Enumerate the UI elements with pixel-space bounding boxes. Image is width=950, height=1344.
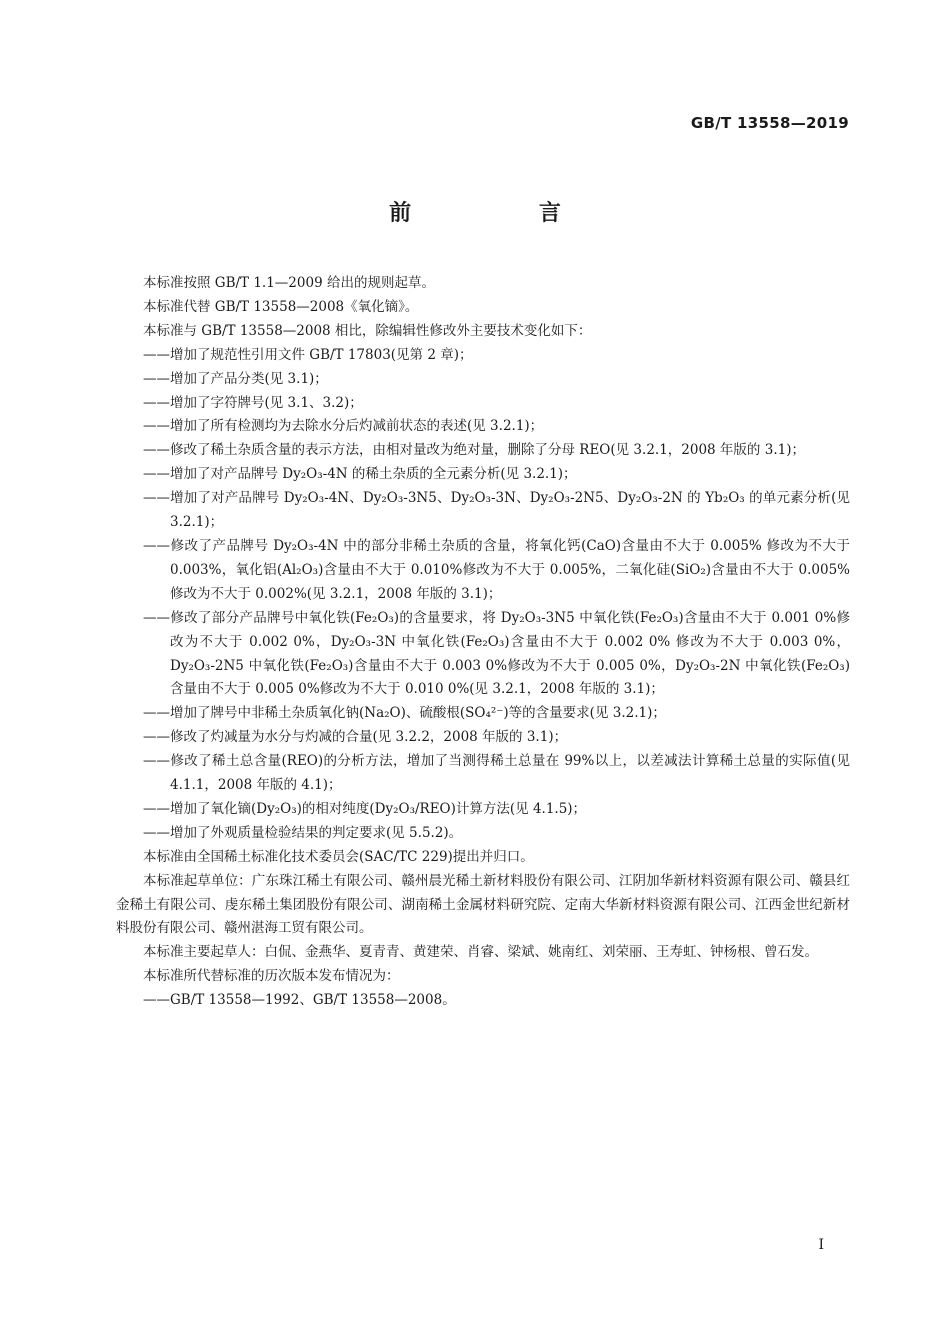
page-number: I	[818, 1237, 824, 1253]
change-item: ——增加了规范性引用文件 GB/T 17803(见第 2 章)；	[143, 346, 473, 363]
drafting-units-paragraph: 本标准起草单位：广东珠江稀土有限公司、赣州晨光稀土新材料股份有限公司、江阴加华新材料资源有限公司、赣县红金稀土有限公司、虔东稀土集团股份有限公司、湖南稀土金属材料研究院、定南大华新材料资源有限公司、江西金世纪新材料股份有限公司、赣州湛海工贸有限公司。	[116, 872, 850, 937]
intro-paragraph: 本标准代替 GB/T 13558—2008《氧化镝》。	[143, 298, 419, 315]
change-item: ——增加了对产品牌号 Dy₂O₃-4N 的稀土杂质的全元素分析(见 3.2.1)；	[143, 466, 577, 483]
change-item: ——修改了灼减量为水分与灼减的合量(见 3.2.2，2008 年版的 3.1)；	[143, 729, 568, 746]
change-item: ——增加了氧化镝(Dy₂O₃)的相对纯度(Dy₂O₃/REO)计算方法(见 4.1.5)；	[143, 800, 587, 817]
change-item: ——修改了产品牌号 Dy₂O₃-4N 中的部分非稀土杂质的含量，将氧化钙(CaO)含量由不大于 0.005% 修改为不大于 0.003%，氧化铝(Al₂O₃)含量由不大于 0.010%修改为不大于 0.005%，二氧化硅(SiO₂)含量由不大于 0.005%修改为不大于 0.002%(见 3.2.1，2008 年版的 3.1)；	[143, 537, 850, 602]
change-item: ——修改了稀土总含量(REO)的分析方法，增加了当测得稀土总量在 99%以上，以差减法计算稀土总量的实际值(见 4.1.1，2008 年版的 4.1)；	[143, 753, 850, 794]
history-intro-paragraph: 本标准所代替标准的历次版本发布情况为：	[143, 968, 400, 985]
intro-paragraph: 本标准与 GB/T 13558—2008 相比，除编辑性修改外主要技术变化如下：	[143, 322, 592, 339]
standard-code: GB/T 13558—2019	[690, 114, 849, 132]
change-item: ——增加了外观质量检验结果的判定要求(见 5.5.2)。	[143, 824, 463, 841]
foreword-body	[116, 272, 850, 1013]
change-item: ——修改了稀土杂质含量的表示方法，由相对量改为绝对量，删除了分母 REO(见 3.2.1，2008 年版的 3.1)；	[143, 442, 805, 459]
change-item: ——修改了部分产品牌号中氧化铁(Fe₂O₃)的含量要求，将 Dy₂O₃-3N5 中氧化铁(Fe₂O₃)含量由不大于 0.001 0%修改为不大于 0.002 0%，Dy₂O₃-3N 中氧化铁(Fe₂O₃)含量由不大于 0.002 0% 修改为不大于 0.003 0%，Dy₂O₃-2N5 中氧化铁(Fe₂O₃)含量由不大于 0.003 0%修改为不大于 0.005 0%，Dy₂O₃-2N 中氧化铁(Fe₂O₃)含量由不大于 0.005 0%修改为不大于 0.010 0%(见 3.2.1，2008 年版的 3.1)；	[143, 609, 850, 698]
intro-paragraph: 本标准按照 GB/T 1.1—2009 给出的规则起草。	[143, 275, 435, 291]
change-item: ——增加了牌号中非稀土杂质氧化钠(Na₂O)、硫酸根(SO₄²⁻)等的含量要求(见 3.2.1)；	[143, 705, 666, 722]
drafters-paragraph: 本标准主要起草人：白侃、金燕华、夏青青、黄建荣、肖睿、梁斌、姚南红、刘荣丽、王寿虹、钟杨根、曾石发。	[143, 944, 818, 961]
page-title: 前 言	[389, 201, 621, 226]
change-item: ——增加了产品分类(见 3.1)；	[143, 370, 328, 387]
outro-paragraph: 本标准由全国稀土标准化技术委员会(SAC/TC 229)提出并归口。	[143, 848, 534, 865]
history-item: ——GB/T 13558—1992、GB/T 13558—2008。	[143, 992, 456, 1009]
change-item: ——增加了字符牌号(见 3.1、3.2)；	[143, 394, 363, 411]
change-item: ——增加了所有检测均为去除水分后灼减前状态的表述(见 3.2.1)；	[143, 418, 544, 435]
change-item: ——增加了对产品牌号 Dy₂O₃-4N、Dy₂O₃-3N5、Dy₂O₃-3N、Dy₂O₃-2N5、Dy₂O₃-2N 的 Yb₂O₃ 的单元素分析(见 3.2.1)；	[143, 490, 850, 531]
